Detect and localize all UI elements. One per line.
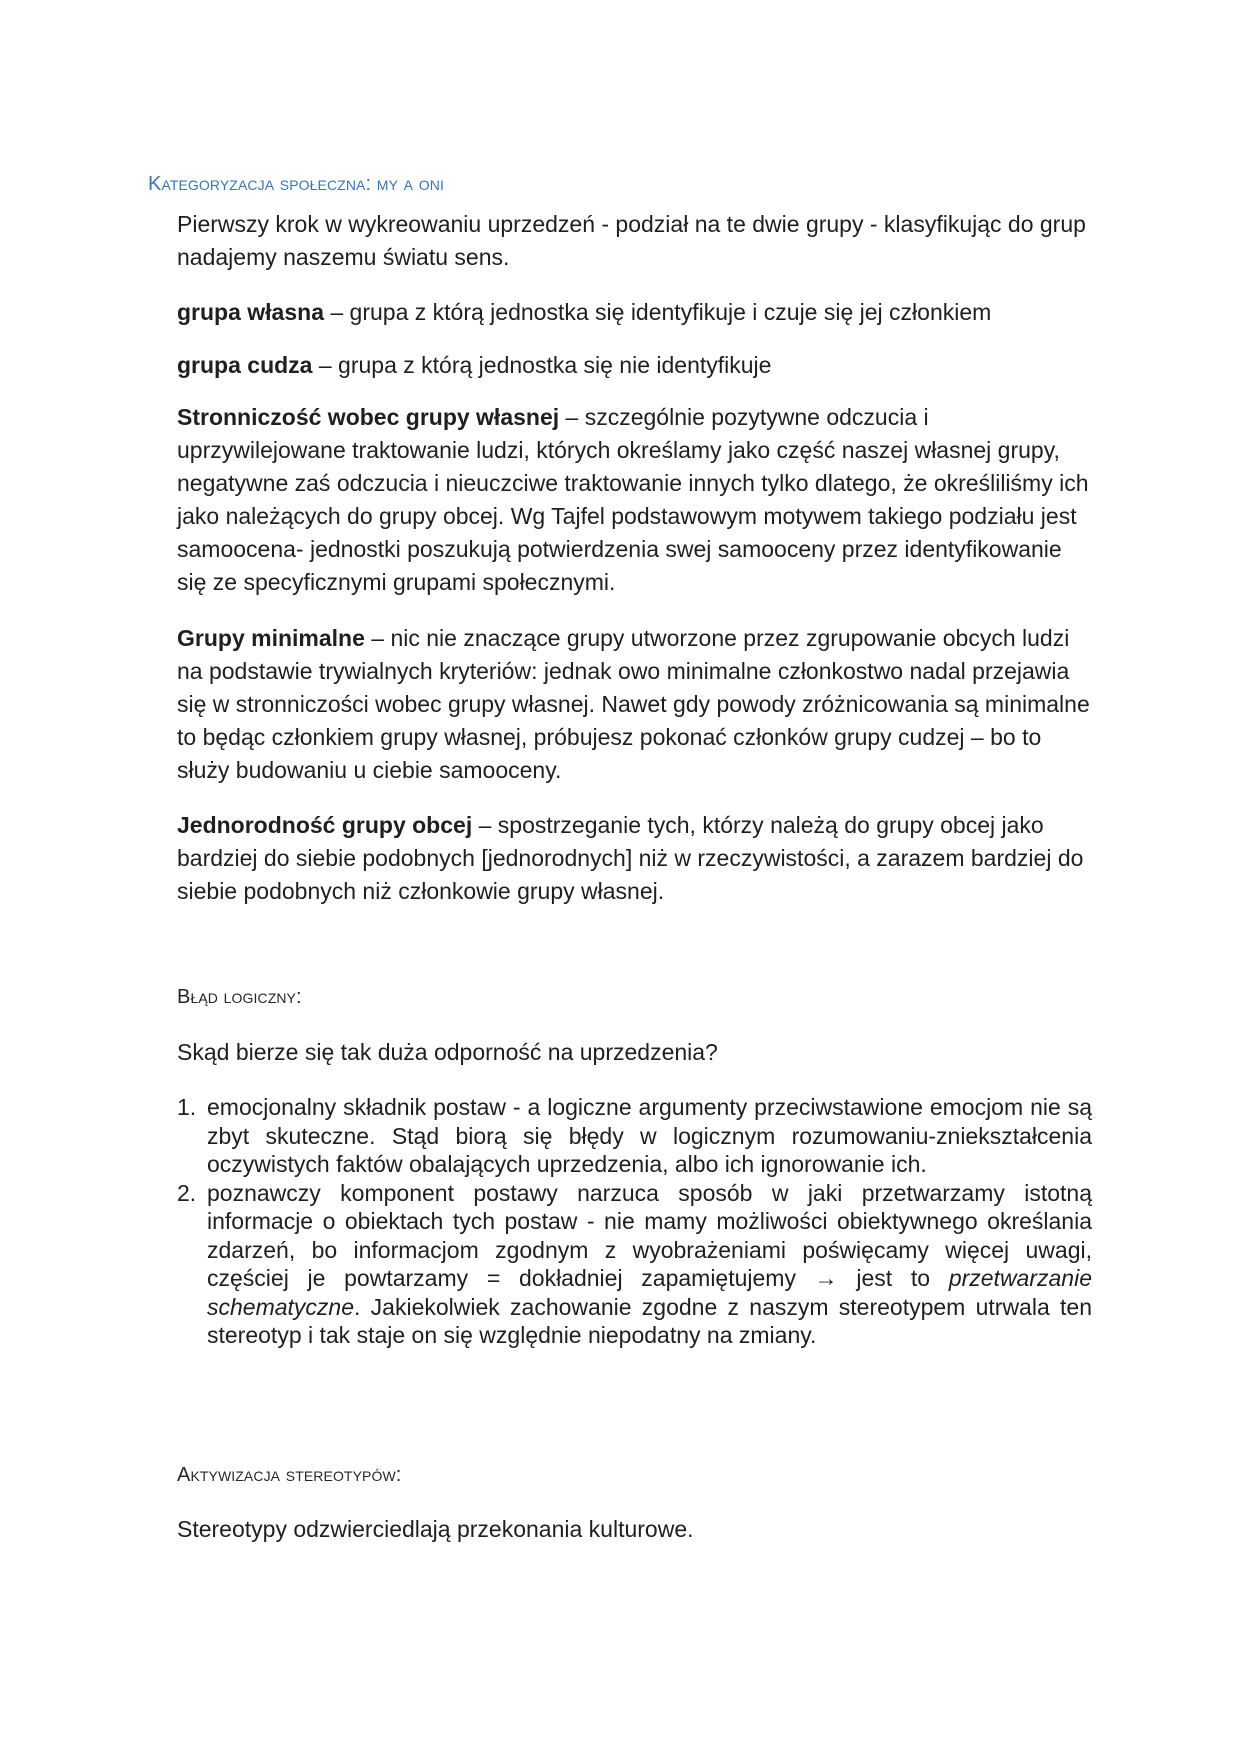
list-item <box>177 1093 1092 1179</box>
definition-text: – grupa z którą jednostka się identyfikuje i czuje się jej członkiem <box>323 299 992 325</box>
heading-logical-error: Błąd logiczny: <box>177 986 302 1008</box>
heading-categorization: Kategoryzacja społeczna: my a oni <box>148 173 444 195</box>
list-number: 2. <box>177 1179 197 1206</box>
list-item <box>177 1179 1092 1350</box>
closing-paragraph: Stereotypy odzwierciedlają przekonania kulturowe. <box>177 1516 694 1542</box>
list-item-text: emocjonalny składnik postaw - a logiczne argumenty przeciwstawione emocjom nie są zbyt skuteczne. Stąd biorą się błędy w logicznym rozumowaniu-zniekształcenia oczywistych faktów obalających uprzedzenia, albo ich ignorowanie ich. <box>207 1094 1092 1177</box>
question-paragraph: Skąd bierze się tak duża odporność na uprzedzenia? <box>177 1039 718 1065</box>
definition-outgroup-homogeneity <box>177 809 1097 908</box>
term-minimal-groups: Grupy minimalne <box>177 625 365 651</box>
definition-text: – nic nie znaczące grupy utworzone przez zgrupowanie obcych ludzi na podstawie trywialnych kryteriów: jednak owo minimalne członkostwo nadal przejawia się w stronniczości wobec grupy własnej. Nawet gdy powody zróżnicowania są minimalne to będąc członkiem grupy własnej, próbujesz pokonać członków grupy cudzej – bo to służy budowaniu u ciebie samooceny. <box>177 625 1090 783</box>
list-item-text: . Jakiekolwiek zachowanie zgodne z naszym stereotypem utrwala ten stereotyp i tak staje on się względnie niepodatny na zmiany. <box>207 1293 1092 1348</box>
definition-minimal-groups <box>177 622 1097 787</box>
intro-paragraph: Pierwszy krok w wykreowaniu uprzedzeń - podział na te dwie grupy - klasyfikując do grup nadajemy naszemu światu sens. <box>177 211 1086 270</box>
definition-own-group <box>177 296 1097 329</box>
reasons-list <box>177 1093 1092 1350</box>
definition-text: – spostrzeganie tych, którzy należą do grupy obcej jako bardziej do siebie podobnych [jednorodnych] niż w rzeczywistości, a zarazem bardziej do siebie podobnych niż członkowie grupy własnej. <box>177 812 1084 904</box>
list-item-text: poznawczy komponent postawy narzuca sposób w jaki przetwarzamy istotną informacje o obiektach tych postaw - nie mamy możliwości obiektywnego określania zdarzeń, bo informacjom zgodnym z wyobrażeniami poświęcamy więcej uwagi, częściej je powtarzamy = dokładniej zapamiętujemy → jest to <box>207 1179 1092 1291</box>
term-ingroup-bias: Stronniczość wobec grupy własnej <box>177 404 560 430</box>
term-own-group: grupa własna <box>177 299 324 325</box>
emphasis-term: przetwarzanie schematyczne <box>207 1265 1092 1320</box>
definition-text: – grupa z którą jednostka się nie identyfikuje <box>312 352 772 378</box>
heading-activation: Aktywizacja stereotypów: <box>177 1464 402 1486</box>
term-other-group: grupa cudza <box>177 352 313 378</box>
definition-other-group <box>177 349 1097 382</box>
definition-ingroup-bias <box>177 401 1097 599</box>
definition-text: – szczególnie pozytywne odczucia i uprzywilejowane traktowanie ludzi, których określamy jako część naszej własnej grupy, negatywne zaś odczucia i nieuczciwe traktowanie innych tylko dlatego, że określiliśmy ich jako należących do grupy obcej. Wg Tajfel podstawowym motywem takiego podziału jest samoocena- jednostki poszukują potwierdzenia swej samooceny przez identyfikowanie się ze specyficznymi grupami społecznymi. <box>177 404 1089 595</box>
term-outgroup-homogeneity: Jednorodność grupy obcej <box>177 812 473 838</box>
list-number: 1. <box>177 1094 197 1120</box>
